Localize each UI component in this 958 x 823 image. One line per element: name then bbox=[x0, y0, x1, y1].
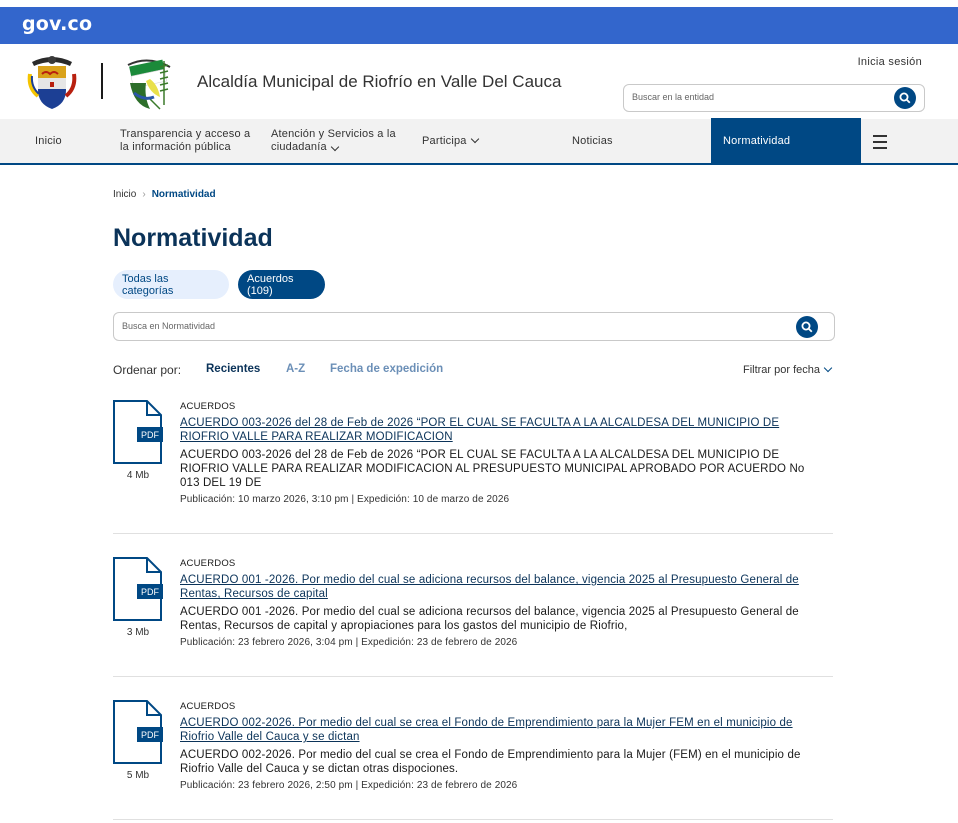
pdf-file-icon[interactable] bbox=[113, 400, 163, 464]
municipality-logo-icon[interactable] bbox=[120, 53, 178, 113]
normatividad-search-box bbox=[113, 312, 835, 341]
document-description: ACUERDO 002-2026. Por medio del cual se crea el Fondo de Emprendimiento para la Mujer (FEM) en el municipio de Riofrio Valle del Cauca y se dictan otras dispociones. bbox=[180, 749, 801, 775]
document-title-link[interactable]: ACUERDO 003-2026 del 28 de Feb de 2026 “POR EL CUAL SE FACULTA A LA ALCALDESA DEL MUNICIPIO DE RIOFRIO VALLE PARA REALIZAR MODIFICACION bbox=[180, 417, 780, 443]
entity-search-button[interactable] bbox=[894, 87, 916, 109]
colombia-coat-of-arms-icon[interactable] bbox=[26, 54, 78, 112]
page-title: Normatividad bbox=[113, 224, 273, 252]
svg-text:PDF: PDF bbox=[141, 587, 159, 597]
file-size: 5 Mb bbox=[126, 770, 150, 781]
filter-by-date-dropdown[interactable]: Filtrar por fecha bbox=[743, 364, 831, 376]
divider bbox=[113, 819, 833, 820]
login-link[interactable]: Inicia sesión bbox=[857, 56, 922, 68]
svg-text:PDF: PDF bbox=[141, 430, 159, 440]
search-icon bbox=[801, 321, 813, 333]
file-size: 3 Mb bbox=[126, 627, 150, 638]
file-size: 4 Mb bbox=[126, 470, 150, 481]
gov-co-logo[interactable]: gov.co bbox=[22, 13, 93, 35]
chevron-down-icon bbox=[331, 143, 339, 151]
site-header bbox=[0, 44, 958, 119]
chevron-down-icon bbox=[470, 135, 478, 143]
nav-item-normatividad[interactable]: Normatividad bbox=[711, 118, 861, 164]
document-title-link[interactable]: ACUERDO 001 -2026. Por medio del cual se adiciona recursos del balance, vigencia 2025 al Presupuesto General de Rentas, Recursos de capital bbox=[180, 574, 799, 600]
svg-text:PDF: PDF bbox=[141, 730, 159, 740]
divider bbox=[113, 676, 833, 677]
divider bbox=[113, 533, 833, 534]
category-acuerdos-chip[interactable]: Acuerdos (109) bbox=[238, 270, 325, 299]
pdf-file-icon[interactable] bbox=[113, 700, 163, 764]
nav-item-participa[interactable]: Participa bbox=[422, 119, 478, 163]
nav-item-transparencia[interactable]: Transparencia y acceso a la información pública bbox=[120, 128, 251, 153]
normatividad-search-button[interactable] bbox=[796, 316, 818, 338]
chevron-down-icon bbox=[824, 364, 832, 372]
document-category: ACUERDOS bbox=[180, 558, 236, 569]
nav-item-atencion[interactable]: Atención y Servicios a la ciudadanía bbox=[271, 128, 396, 153]
sort-option-fecha[interactable]: Fecha de expedición bbox=[330, 363, 444, 375]
document-meta: Publicación: 10 marzo 2026, 3:10 pm | Expedición: 10 de marzo de 2026 bbox=[180, 494, 510, 505]
entity-search-input[interactable] bbox=[632, 92, 882, 102]
category-all-chip[interactable]: Todas las categorías bbox=[113, 270, 229, 299]
sort-option-recientes[interactable]: Recientes bbox=[206, 363, 261, 375]
nav-item-inicio[interactable]: Inicio bbox=[35, 134, 62, 147]
gov-co-bar bbox=[0, 7, 958, 44]
document-description: ACUERDO 003-2026 del 28 de Feb de 2026 “POR EL CUAL SE FACULTA A LA ALCALDESA DEL MUNICIPIO DE RIOFRIO VALLE PARA REALIZAR MODIFICACION AL PRESUPUESTO MUNICIPAL APROBADO POR ACUERDO No 013 DEL 19 DE bbox=[180, 449, 805, 489]
nav-item-noticias[interactable]: Noticias bbox=[572, 134, 613, 147]
sort-label: Ordenar por: bbox=[113, 363, 182, 377]
document-category: ACUERDOS bbox=[180, 701, 236, 712]
document-meta: Publicación: 23 febrero 2026, 3:04 pm | Expedición: 23 de febrero de 2026 bbox=[180, 637, 518, 648]
sort-option-az[interactable]: A-Z bbox=[286, 363, 306, 375]
header-divider bbox=[101, 63, 103, 99]
document-description: ACUERDO 001 -2026. Por medio del cual se adiciona recursos del balance, vigencia 2025 al Presupuesto General de Rentas, Recursos de capital y apropiaciones para los gastos del municipio de Riofrio, bbox=[180, 606, 799, 632]
breadcrumb-separator-icon: › bbox=[142, 189, 146, 200]
document-meta: Publicación: 23 febrero 2026, 2:50 pm | Expedición: 23 de febrero de 2026 bbox=[180, 780, 518, 791]
normatividad-search-input[interactable] bbox=[122, 321, 722, 331]
document-title-link[interactable]: ACUERDO 002-2026. Por medio del cual se crea el Fondo de Emprendimiento para la Mujer FEM en el municipio de Riofrio Valle del Cauca y se dictan bbox=[180, 717, 793, 743]
pdf-file-icon[interactable] bbox=[113, 557, 163, 621]
breadcrumb-current: Normatividad bbox=[151, 189, 216, 200]
main-nav bbox=[0, 119, 958, 165]
document-category: ACUERDOS bbox=[180, 401, 236, 412]
breadcrumb-home[interactable]: Inicio bbox=[113, 189, 137, 200]
entity-search-box bbox=[623, 84, 925, 112]
search-icon bbox=[899, 92, 911, 104]
entity-name[interactable]: Alcaldía Municipal de Riofrío en Valle Del Cauca bbox=[197, 72, 562, 91]
breadcrumb bbox=[113, 189, 216, 200]
menu-icon[interactable] bbox=[873, 135, 887, 153]
